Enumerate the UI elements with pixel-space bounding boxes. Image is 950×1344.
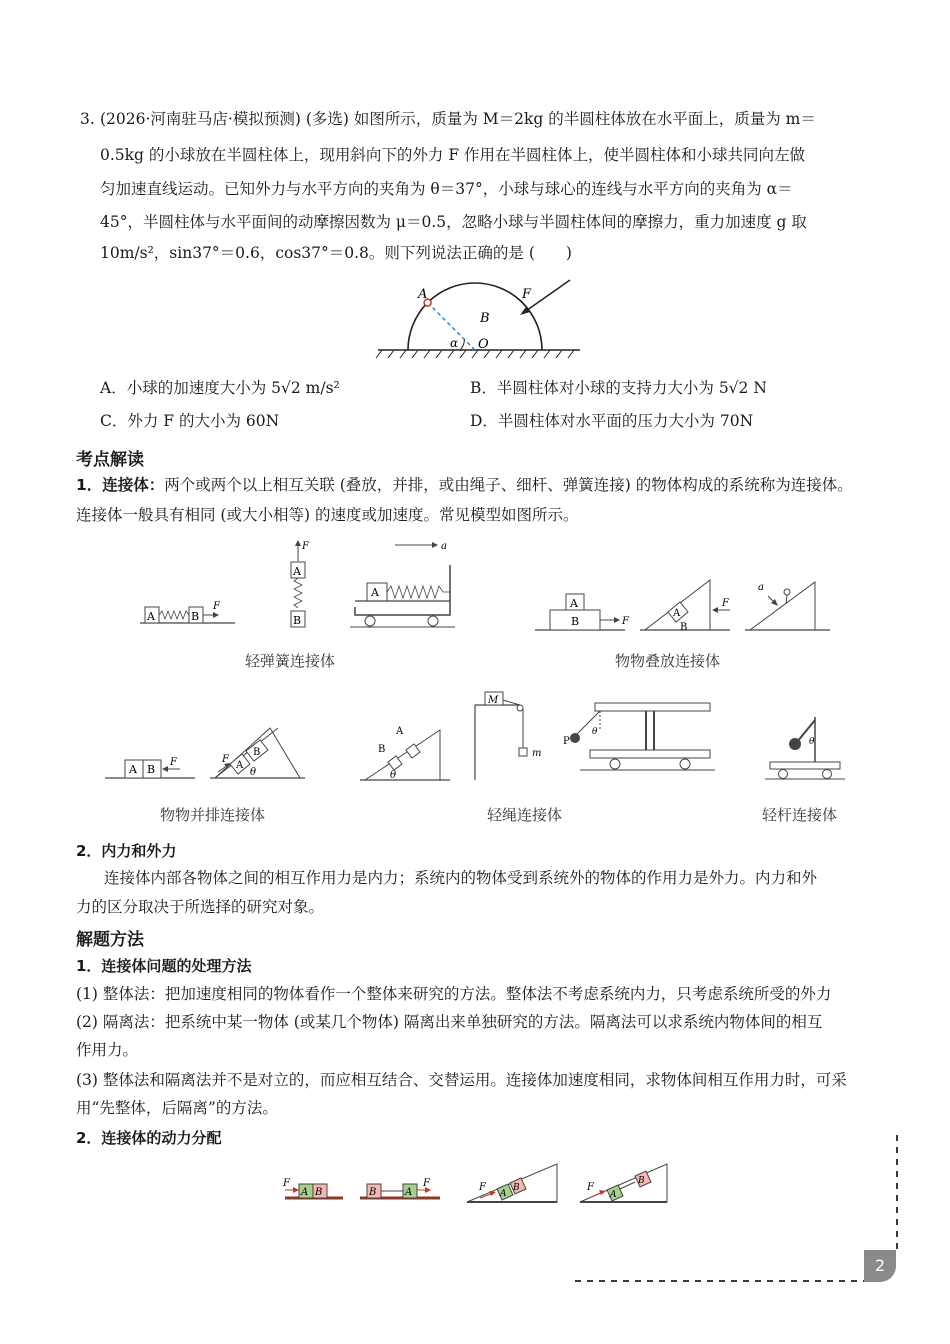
svg-text:F: F [622, 616, 629, 627]
caption-spring: 轻弹簧连接体 [245, 652, 336, 670]
question-line-4: 45°，半圆柱体与水平面间的动摩擦因数为 μ＝0.5，忽略小球与半圆柱体间的摩擦力，重力加速度 g 取 [100, 213, 807, 231]
svg-text:B: B [513, 1183, 520, 1193]
svg-text:F: F [479, 1182, 486, 1193]
svg-text:A: A [301, 1187, 309, 1198]
svg-text:P: P [563, 736, 570, 747]
svg-text:B: B [378, 744, 386, 755]
svg-text:F: F [522, 287, 532, 302]
option-b[interactable]: B．半圆柱体对小球的支持力大小为 5√2 N [470, 379, 767, 397]
kaodian-item2-label: 2．内力和外力 [76, 842, 177, 860]
svg-text:A: A [371, 586, 379, 599]
svg-text:F: F [302, 541, 309, 552]
svg-text:A: A [236, 760, 244, 771]
svg-text:F: F [213, 601, 220, 612]
spring-figures [135, 535, 465, 645]
question-line-3: 匀加速直线运动。已知外力与水平方向的夹角为 θ＝37°，小球与球心的连线与水平方向的夹角为 α＝ [100, 180, 793, 198]
rod-figure [765, 712, 845, 782]
page-number: 2 [864, 1250, 896, 1282]
svg-text:F: F [722, 598, 729, 609]
svg-text:θ: θ [592, 727, 598, 737]
svg-text:a: a [758, 582, 764, 593]
method-3-line2: 用“先整体，后隔离”的方法。 [76, 1099, 278, 1117]
section-title-kaodian: 考点解读 [76, 450, 144, 470]
svg-text:F: F [170, 757, 177, 768]
question-number: 3. [80, 110, 95, 128]
svg-text:θ: θ [250, 767, 257, 778]
svg-text:A: A [673, 608, 681, 619]
rope-cart-figure [560, 700, 715, 775]
svg-text:B: B [315, 1187, 323, 1198]
svg-text:F: F [283, 1178, 290, 1189]
option-d[interactable]: D．半圆柱体对水平面的压力大小为 70N [470, 412, 754, 430]
svg-text:A: A [405, 1187, 413, 1198]
svg-text:A: A [129, 763, 137, 776]
page-corner-decoration [575, 1135, 905, 1285]
caption-stack: 物物叠放连接体 [615, 652, 721, 670]
caption-side-by-side: 物物并排连接体 [160, 806, 266, 824]
svg-text:A: A [147, 610, 155, 623]
svg-text:A: A [500, 1189, 507, 1199]
kaodian-item1-text: 两个或两个以上相互关联 (叠放，并排，或由绳子、细杆、弹簧连接) 的物体构成的系统称为连接体。 [164, 476, 853, 494]
kaodian-item2-line1: 连接体内部各物体之间的相互作用力是内力；系统内的物体受到系统外的物体的作用力是外力。内力和外 [104, 869, 818, 887]
svg-text:F: F [587, 1182, 594, 1193]
kaodian-item1-line1 [76, 474, 853, 496]
rope-figures [360, 690, 560, 790]
method-2-line1: (2) 隔离法：把系统中某一物体 (或某几个物体) 隔离出来单独研究的方法。隔离法可以求系统内物体间的相互 [76, 1013, 823, 1031]
svg-text:θ: θ [390, 770, 397, 781]
svg-text:α: α [450, 336, 459, 350]
kaodian-item1-line2: 连接体一般具有相同 (或大小相等) 的速度或加速度。常见模型如图所示。 [76, 506, 579, 524]
svg-text:B: B [369, 1187, 377, 1198]
section-title-jieti: 解题方法 [76, 930, 144, 950]
semicircle-figure [370, 280, 590, 365]
svg-text:B: B [480, 311, 490, 326]
svg-text:F: F [423, 1178, 430, 1189]
svg-text:B: B [571, 615, 580, 628]
question-line-5: 10m/s²，sin37°＝0.6，cos37°＝0.8。则下列说法正确的是 ( ) [100, 244, 572, 262]
svg-text:a: a [441, 541, 447, 552]
svg-text:F: F [222, 754, 229, 765]
svg-text:A: A [610, 1190, 617, 1200]
method-2-line2: 作用力。 [76, 1041, 139, 1059]
caption-rod: 轻杆连接体 [762, 806, 838, 824]
jieti-item2-label: 2．连接体的动力分配 [76, 1129, 222, 1147]
svg-text:A: A [418, 287, 428, 302]
question-line-1: (2026·河南驻马店·模拟预测) (多选) 如图所示，质量为 M＝2kg 的半圆柱体放在水平面上，质量为 m＝ [100, 110, 816, 128]
svg-text:B: B [638, 1176, 645, 1186]
svg-text:B: B [147, 763, 156, 776]
kaodian-item1-label: 1．连接体： [76, 476, 165, 494]
method-1: (1) 整体法：把加速度相同的物体看作一个整体来研究的方法。整体法不考虑系统内力，只考虑系统所受的外力 [76, 985, 832, 1003]
jieti-item1-label: 1．连接体问题的处理方法 [76, 957, 252, 975]
side-by-side-figures [100, 720, 310, 785]
caption-rope: 轻绳连接体 [487, 806, 563, 824]
svg-text:B: B [253, 747, 261, 758]
svg-text:B: B [680, 622, 688, 633]
svg-text:m: m [532, 748, 542, 759]
option-a[interactable]: A．小球的加速度大小为 5√2 m/s² [100, 379, 340, 397]
svg-text:θ: θ [809, 737, 815, 747]
svg-text:A: A [293, 565, 301, 578]
svg-text:M: M [488, 695, 499, 706]
svg-text:A: A [570, 597, 578, 610]
option-c[interactable]: C．外力 F 的大小为 60N [100, 412, 280, 430]
kaodian-item2-line2: 力的区分取决于所选择的研究对象。 [76, 898, 325, 916]
svg-text:B: B [293, 614, 302, 627]
question-line-2: 0.5kg 的小球放在半圆柱体上，现用斜向下的外力 F 作用在半圆柱体上，使半圆柱体和小球共同向左做 [100, 146, 806, 164]
svg-text:A: A [396, 726, 404, 737]
stack-figures [530, 570, 840, 640]
svg-text:O: O [478, 337, 489, 352]
method-3-line1: (3) 整体法和隔离法并不是对立的，而应相互结合、交替运用。连接体加速度相同，求物体间相互作用力时，可采 [76, 1071, 847, 1089]
svg-text:B: B [191, 610, 200, 623]
